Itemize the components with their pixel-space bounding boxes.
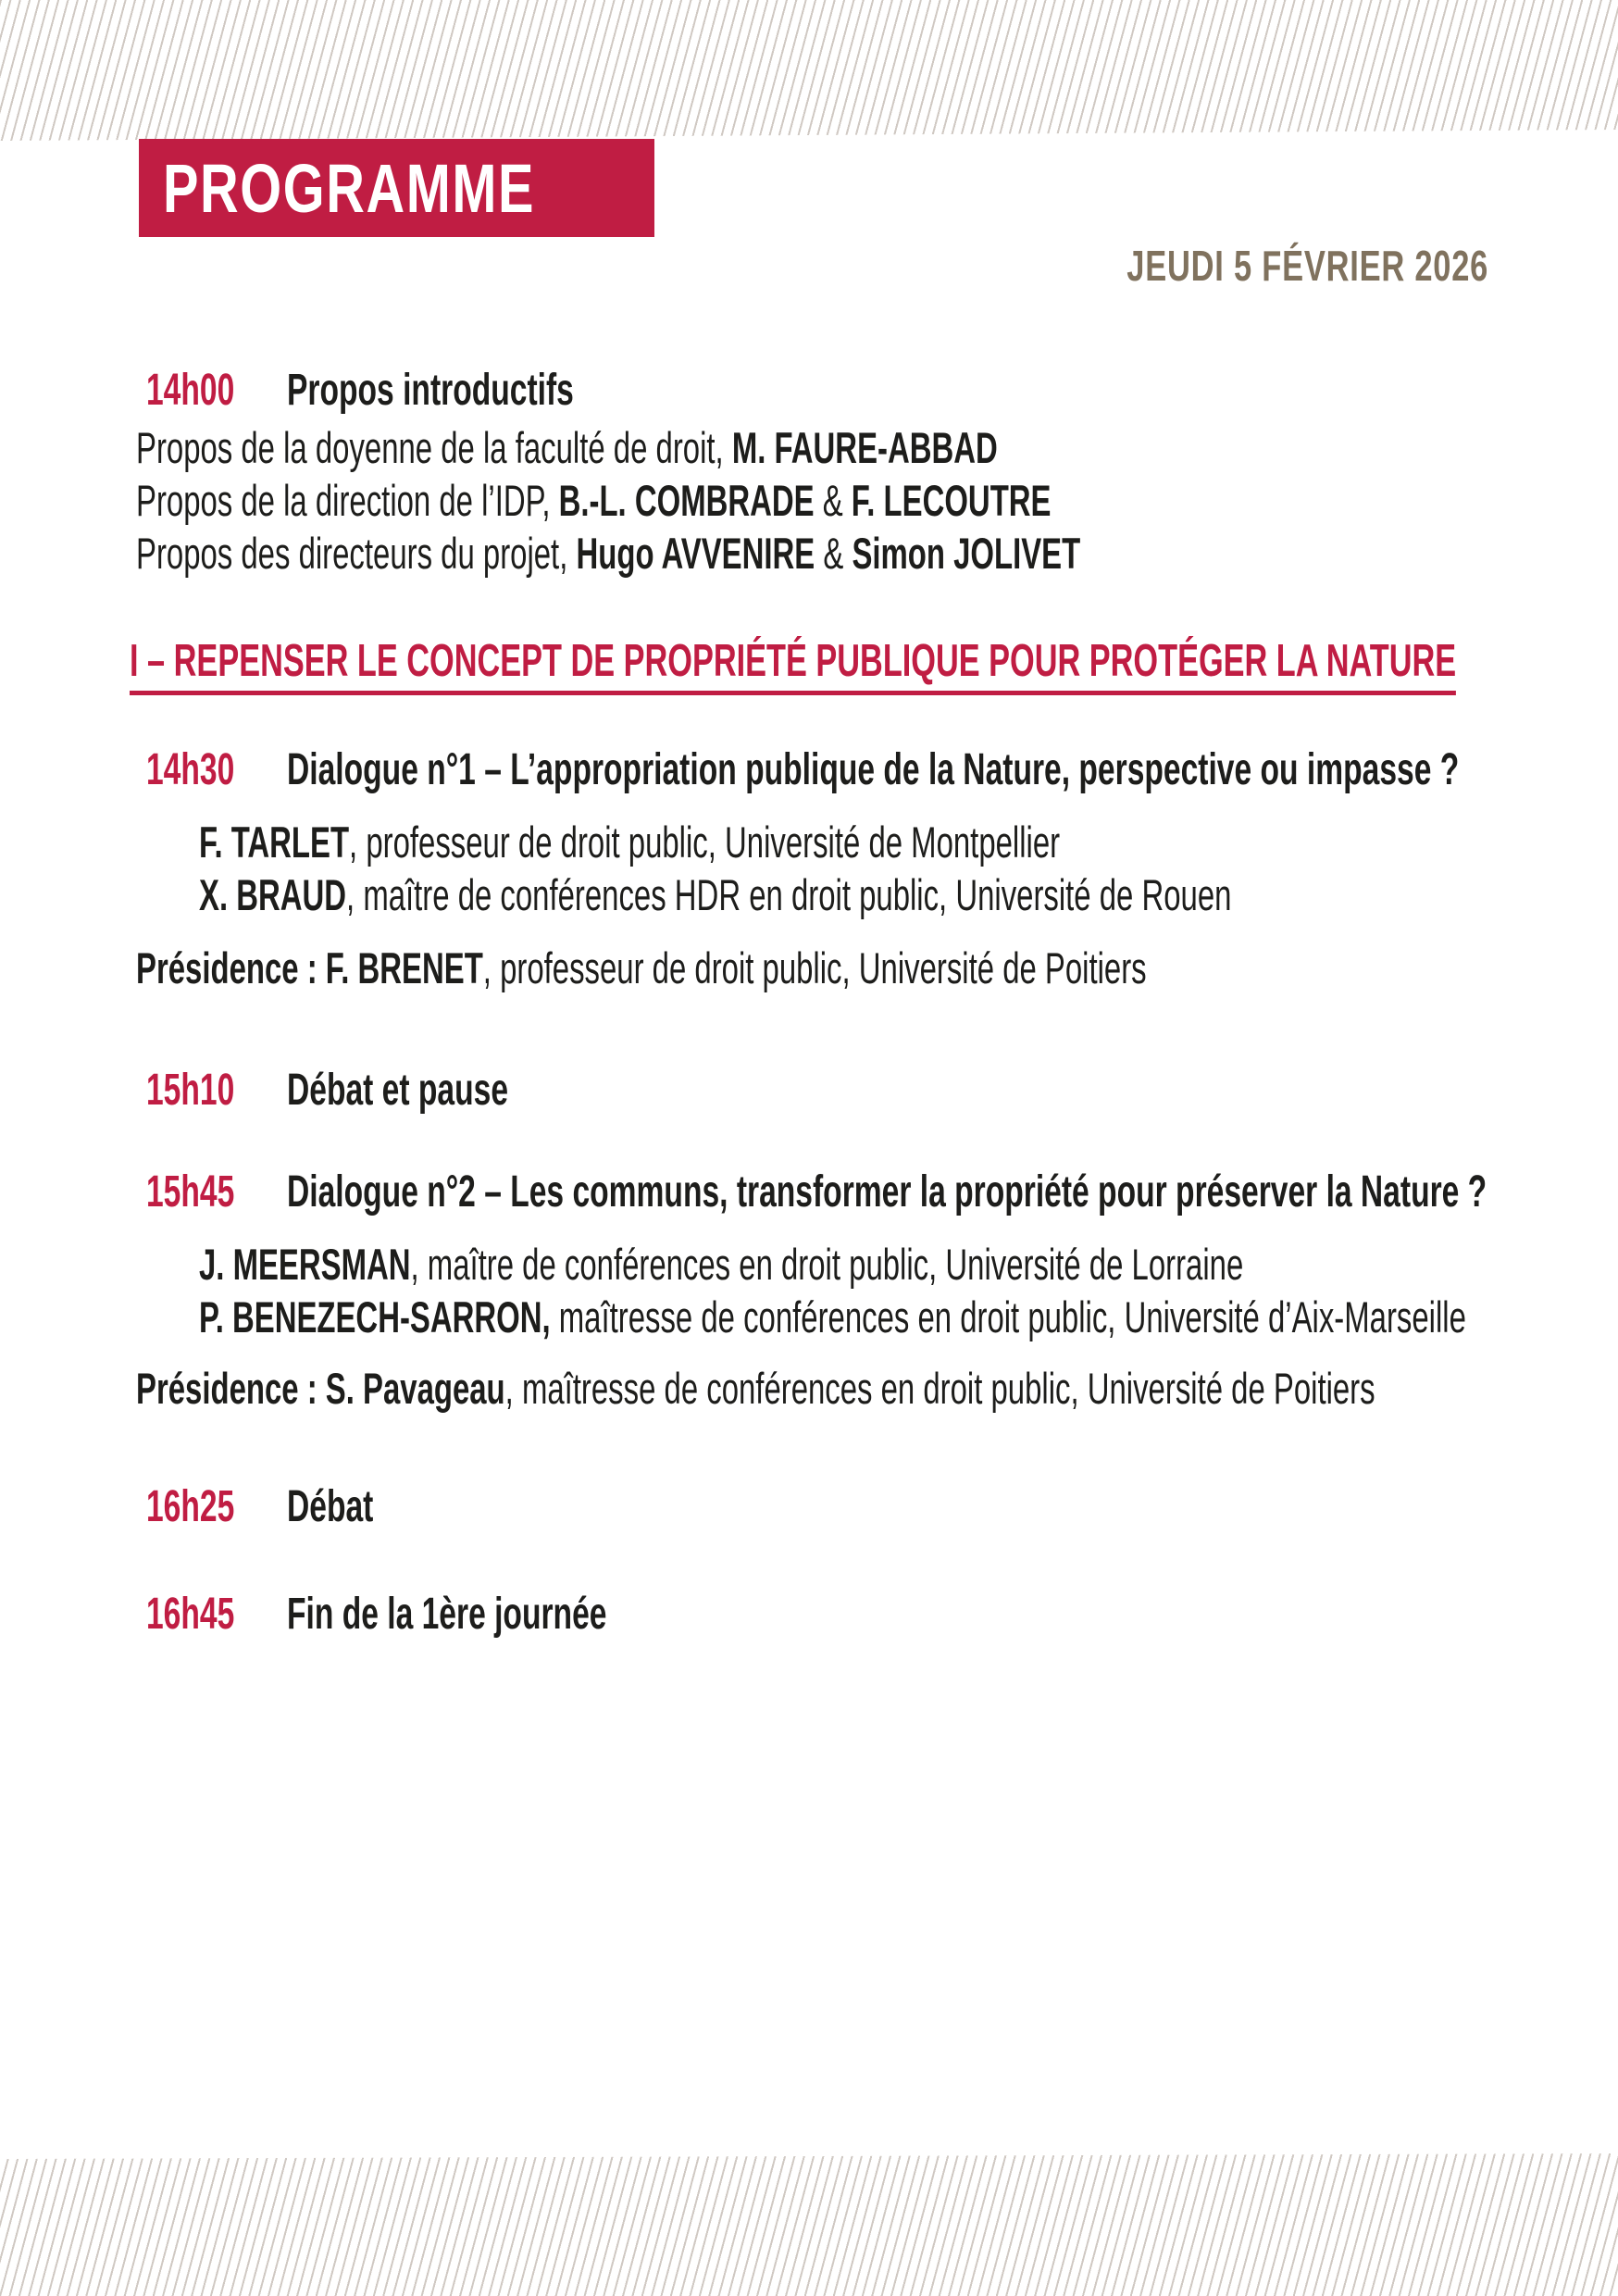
session-title: Débat	[287, 1482, 374, 1531]
session-time: 14h30	[146, 745, 235, 794]
session-row-debat-pause	[146, 1067, 603, 1116]
speaker-braud: X. BRAUD, maître de conférences HDR en droit public, Université de Rouen	[199, 870, 1232, 919]
session-time: 16h45	[146, 1590, 235, 1639]
programme-banner	[139, 139, 654, 237]
intro-line-directeurs-projet: Propos des directeurs du projet, Hugo AVVENIRE & Simon JOLIVET	[136, 529, 1081, 578]
part-one-heading: I – REPENSER LE CONCEPT DE PROPRIÉTÉ PUBLIQUE POUR PROTÉGER LA NATURE	[130, 639, 1618, 695]
intro-line-doyenne: Propos de la doyenne de la faculté de droit, M. FAURE-ABBAD	[136, 423, 998, 472]
session-time: 15h45	[146, 1167, 235, 1217]
session-row-dialogue-2	[146, 1168, 1618, 1217]
session-row-intro	[146, 367, 697, 416]
session-row-debat	[146, 1483, 410, 1532]
speaker-benezech-sarron: P. BENEZECH-SARRON, maîtresse de conférences en droit public, Université d’Aix-Marseille	[199, 1292, 1466, 1341]
session-time: 14h00	[146, 366, 235, 415]
session-time: 15h10	[146, 1066, 235, 1115]
presidence-brenet: Présidence : F. BRENET, professeur de droit public, Université de Poitiers	[136, 943, 1147, 992]
speaker-tarlet: F. TARLET, professeur de droit public, Université de Montpellier	[199, 817, 1061, 867]
session-title: Débat et pause	[287, 1066, 509, 1115]
session-time: 16h25	[146, 1482, 235, 1531]
page-title: PROGRAMME	[163, 149, 536, 227]
event-date: JEUDI 5 FÉVRIER 2026	[1126, 242, 1488, 290]
session-title: Dialogue n°2 – Les communs, transformer la propriété pour préserver la Nature ?	[287, 1167, 1487, 1217]
session-row-fin-journee	[146, 1591, 744, 1640]
presidence-pavageau: Présidence : S. Pavageau, maîtresse de conférences en droit public, Université de Poitiers	[136, 1364, 1375, 1413]
top-stripe-band	[0, 0, 1618, 141]
bottom-stripe-band	[0, 2150, 1618, 2296]
intro-line-direction-idp: Propos de la direction de l’IDP, B.-L. COMBRADE & F. LECOUTRE	[136, 476, 1052, 525]
session-title: Fin de la 1ère journée	[287, 1590, 607, 1639]
session-row-dialogue-1	[146, 746, 1618, 795]
session-title: Propos introductifs	[287, 366, 574, 415]
session-title: Dialogue n°1 – L’appropriation publique de la Nature, perspective ou impasse ?	[287, 745, 1460, 794]
speaker-meersman: J. MEERSMAN, maître de conférences en droit public, Université de Lorraine	[199, 1240, 1244, 1289]
